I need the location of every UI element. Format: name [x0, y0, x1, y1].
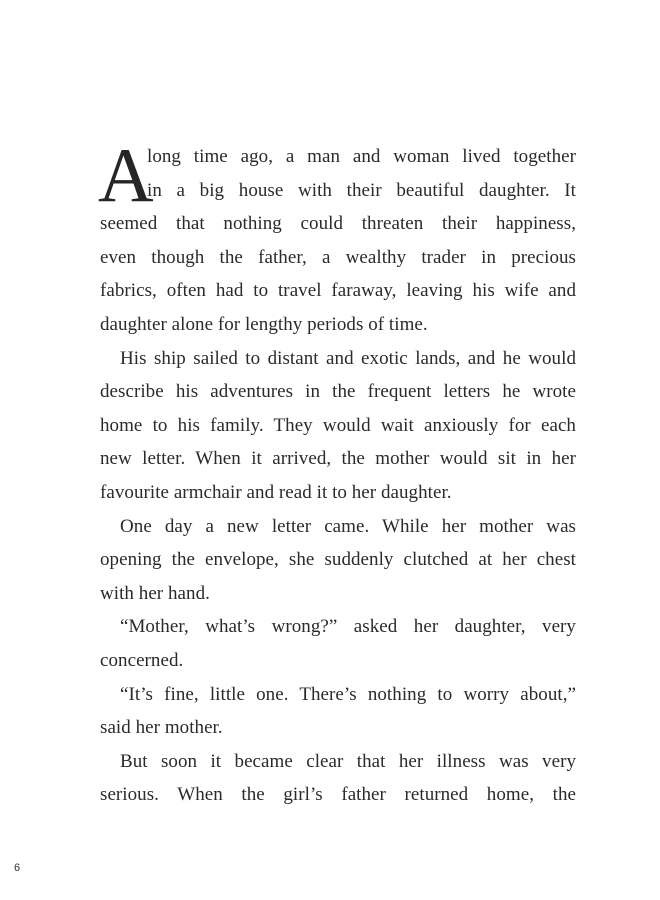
text-line: “Mother, what’s wrong?” asked her daughter, very	[120, 616, 576, 638]
page-number: 6	[14, 862, 21, 874]
text-line: One day a new letter came. While her mother was	[120, 515, 576, 537]
story-text	[98, 132, 576, 812]
text-line: with her hand.	[100, 582, 210, 604]
text-line: His ship sailed to distant and exotic lands, and he would	[120, 347, 576, 369]
text-line: seemed that nothing could threaten their happiness,	[100, 213, 576, 235]
text-line: daughter alone for lengthy periods of time.	[100, 313, 428, 335]
text-line: serious. When the girl’s father returned home, the	[100, 784, 576, 806]
text-line: opening the envelope, she suddenly clutched at her chest	[100, 549, 576, 571]
drop-cap: A	[98, 132, 154, 218]
text-line: favourite armchair and read it to her daughter.	[100, 481, 452, 503]
text-line: in a big house with their beautiful daughter. It	[147, 179, 576, 201]
text-line: But soon it became clear that her illness was very	[120, 750, 576, 772]
text-line: concerned.	[100, 649, 184, 671]
text-line: said her mother.	[100, 717, 223, 739]
text-line: home to his family. They would wait anxiously for each	[100, 414, 576, 436]
text-line: even though the father, a wealthy trader in precious	[100, 246, 576, 268]
text-line: new letter. When it arrived, the mother would sit in her	[100, 448, 576, 470]
text-line: fabrics, often had to travel faraway, leaving his wife and	[100, 280, 576, 302]
text-line: long time ago, a man and woman lived together	[147, 146, 576, 167]
text-line: describe his adventures in the frequent letters he wrote	[100, 381, 576, 403]
text-line: “It’s fine, little one. There’s nothing to worry about,”	[120, 683, 576, 705]
